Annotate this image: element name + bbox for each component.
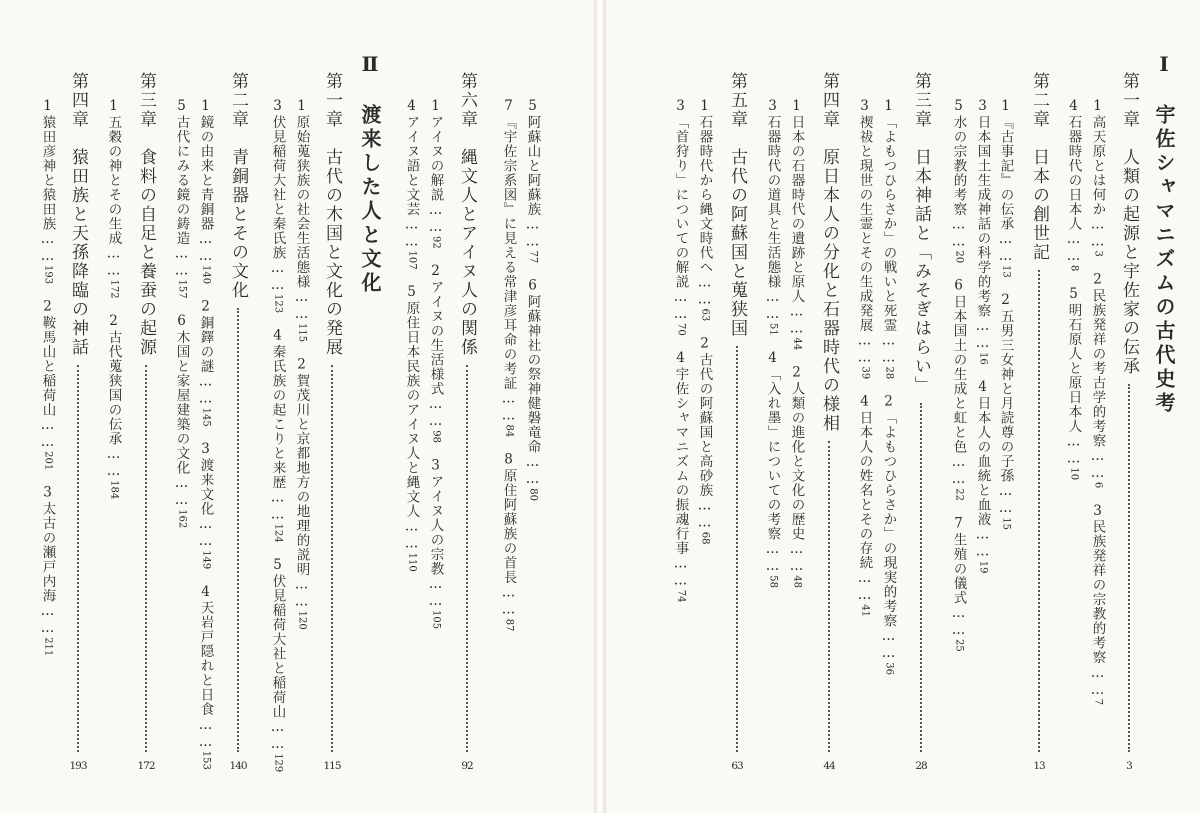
entry-title: 1『古事記』の伝承…… bbox=[997, 98, 1014, 265]
chapter-page-number: 63 bbox=[731, 760, 743, 772]
chapter-page-number: 193 bbox=[69, 760, 87, 772]
toc-entry-line bbox=[294, 98, 308, 630]
chapter-page-number: 28 bbox=[915, 760, 927, 772]
entry-title: 3「首狩り」についての解説…… bbox=[672, 98, 689, 323]
chapter-heading: 第二章 日本の創世記 bbox=[1029, 72, 1049, 262]
entry-page-number: 41 bbox=[859, 604, 871, 617]
entry-title: 1石器時代から縄文時代へ…… bbox=[696, 98, 713, 309]
entry-page-number: 211 bbox=[42, 637, 54, 657]
entry-title: 5伏見稲荷大社と稲荷山…… bbox=[269, 542, 286, 754]
chapter-page-number: 140 bbox=[229, 760, 247, 772]
entry-title: 2五男三女神と月読尊の子孫…… bbox=[997, 277, 1014, 518]
entry-page-number: 92 bbox=[430, 236, 442, 249]
chapter-heading: 第三章 食料の自足と養蚕の起源 bbox=[136, 72, 156, 357]
entry-page-number: 77 bbox=[527, 250, 539, 264]
entry-title: 7『宇佐宗系図』に見える常津彦耳命の考証…… bbox=[500, 98, 517, 425]
entry-page-number: 16 bbox=[977, 352, 989, 365]
book-gutter bbox=[594, 0, 606, 813]
entry-page-number: 80 bbox=[527, 488, 539, 501]
chapter-page-number: 44 bbox=[823, 760, 835, 772]
entry-title: 2古代の阿蘇国と高砂族…… bbox=[696, 321, 713, 532]
entry-page-number: 74 bbox=[675, 589, 687, 603]
entry-page-number: 87 bbox=[503, 618, 515, 632]
chapter-heading: 第一章 古代の木国と文化の発展 bbox=[322, 72, 342, 357]
toc-entry-line bbox=[106, 98, 120, 499]
entry-title: 5水の宗教的考察…… bbox=[950, 98, 967, 251]
entry-title: 1原始蒐狭族の社会生活態様…… bbox=[293, 98, 310, 323]
entry-title: 3石器時代の道具と生活態様…… bbox=[764, 98, 781, 323]
entry-title: 3禊祓と現世の生霊とその生成発展…… bbox=[856, 98, 873, 367]
entry-title: 3アイヌ人の宗教…… bbox=[427, 442, 444, 610]
entry-title: 4日本人の姓名とその存続…… bbox=[856, 379, 873, 605]
entry-title: 2人類の進化と文化の歴史…… bbox=[788, 350, 805, 576]
entry-page-number: 193 bbox=[42, 265, 54, 285]
dot-leader bbox=[331, 365, 333, 752]
entry-page-number: 110 bbox=[406, 552, 418, 572]
chapter-heading: 第二章 青銅器とその文化 bbox=[228, 72, 248, 300]
entry-title: 1日本の石器時代の遺跡と原人…… bbox=[788, 98, 805, 338]
chapter-heading: 第六章 縄文人とアイヌ人の関係 bbox=[457, 72, 477, 357]
chapter-heading: 第四章 猿田族と天孫降臨の神話 bbox=[68, 72, 88, 357]
entry-page-number: 145 bbox=[200, 407, 212, 427]
chapter-page-number: 172 bbox=[137, 760, 155, 772]
chapter-heading: 第五章 古代の阿蘇国と蒐狭国 bbox=[727, 72, 747, 338]
entry-title: 1高天原とは何か…… bbox=[1089, 98, 1106, 251]
entry-title: 2鞍馬山と稲荷山…… bbox=[39, 284, 56, 452]
dot-leader bbox=[145, 365, 147, 752]
entry-page-number: 84 bbox=[503, 424, 515, 438]
entry-page-number: 107 bbox=[406, 250, 418, 270]
entry-page-number: 129 bbox=[272, 753, 284, 773]
dot-leader bbox=[1038, 270, 1040, 752]
dot-leader bbox=[828, 441, 830, 752]
toc-entry-line bbox=[951, 98, 965, 652]
entry-title: 3民族発祥の宗教的考察…… bbox=[1089, 488, 1106, 699]
entry-page-number: 124 bbox=[272, 523, 284, 543]
entry-page-number: 25 bbox=[953, 638, 965, 652]
entry-title: 6日本国土の生成と虹と色…… bbox=[950, 263, 967, 489]
chapter-page-number: 92 bbox=[461, 760, 473, 772]
toc-entry-line bbox=[428, 98, 442, 629]
entry-page-number: 48 bbox=[791, 575, 803, 588]
entry-title: 4日本人の血統と血液…… bbox=[974, 364, 991, 561]
toc-entry-line bbox=[697, 98, 711, 544]
entry-page-number: 120 bbox=[296, 610, 308, 630]
entry-page-number: 184 bbox=[108, 480, 120, 500]
entry-title: 1アイヌの解説…… bbox=[427, 98, 444, 236]
entry-title: 6阿蘇神社の祭神健磐竜命…… bbox=[524, 263, 541, 489]
entry-page-number: 22 bbox=[953, 488, 965, 501]
toc-entry-line bbox=[673, 98, 687, 602]
entry-page-number: 19 bbox=[977, 560, 989, 574]
entry-page-number: 10 bbox=[1068, 467, 1080, 481]
entry-page-number: 63 bbox=[699, 308, 711, 322]
part-heading: Ⅰ 宇佐シャマニズムの古代史考 bbox=[1152, 52, 1176, 416]
toc-entry-line bbox=[975, 98, 989, 573]
entry-page-number: 153 bbox=[200, 750, 212, 770]
entry-page-number: 172 bbox=[108, 279, 120, 299]
dot-leader bbox=[237, 308, 239, 752]
toc-entry-line bbox=[270, 98, 284, 772]
chapter-page-number: 3 bbox=[1126, 760, 1132, 772]
entry-title: 3太古の瀬戸内海…… bbox=[39, 470, 56, 638]
entry-title: 1五穀の神とその生成…… bbox=[105, 98, 122, 280]
entry-title: 3伏見稲荷大社と秦氏族…… bbox=[269, 98, 286, 294]
dot-leader bbox=[1128, 384, 1130, 752]
toc-entry-line bbox=[1066, 98, 1080, 480]
entry-title: 2古代蒐狭国の伝承…… bbox=[105, 298, 122, 481]
entry-page-number: 3 bbox=[1092, 250, 1104, 257]
entry-title: 2賀茂川と京都地方の地理的説明…… bbox=[293, 342, 310, 611]
toc-entry-line bbox=[525, 98, 539, 501]
entry-page-number: 8 bbox=[1068, 265, 1080, 272]
chapter-page-number: 115 bbox=[323, 760, 341, 772]
entry-title: 4「入れ墨」についての考察…… bbox=[764, 335, 781, 576]
entry-title: 2「よもつひらさか」の現実的考察…… bbox=[880, 379, 897, 663]
dot-leader bbox=[466, 365, 468, 752]
toc-entry-line bbox=[789, 98, 803, 588]
entry-page-number: 149 bbox=[200, 550, 212, 570]
entry-page-number: 44 bbox=[791, 337, 803, 351]
toc-entry-line bbox=[40, 98, 54, 656]
toc-entry-line bbox=[1090, 98, 1104, 705]
toc-entry-line bbox=[998, 98, 1012, 530]
toc-entry-line bbox=[765, 98, 779, 588]
entry-title: 2アイヌの生活様式…… bbox=[427, 248, 444, 431]
entry-title: 4秦氏族の起こりと来歴…… bbox=[269, 313, 286, 524]
entry-title: 7生殖の儀式…… bbox=[950, 500, 967, 639]
entry-title: 4天岩戸隠れと日食…… bbox=[197, 569, 214, 751]
entry-page-number: 7 bbox=[1092, 698, 1104, 706]
entry-title: 5原住日本民族のアイヌ人と縄文人…… bbox=[403, 269, 420, 553]
entry-title: 5明石原人と原日本人…… bbox=[1065, 271, 1082, 468]
entry-page-number: 6 bbox=[1092, 481, 1104, 489]
entry-page-number: 162 bbox=[176, 509, 188, 529]
dot-leader bbox=[736, 346, 738, 752]
entry-title: 3日本国土生成神話の科学的考察…… bbox=[974, 98, 991, 352]
entry-page-number: 201 bbox=[42, 451, 54, 471]
entry-title: 8原住阿蘇族の首長…… bbox=[500, 437, 517, 619]
entry-title: 6木国と家屋建築の文化…… bbox=[173, 298, 190, 510]
entry-page-number: 15 bbox=[1000, 517, 1012, 530]
toc-entry-line bbox=[404, 98, 418, 572]
entry-page-number: 58 bbox=[767, 575, 779, 588]
chapter-page-number: 13 bbox=[1033, 760, 1045, 772]
right-page bbox=[606, 0, 1200, 813]
entry-title: 3渡来文化…… bbox=[197, 426, 214, 551]
toc-entry-line bbox=[501, 98, 515, 631]
entry-page-number: 13 bbox=[1000, 265, 1012, 278]
entry-title: 4アイヌ語と文芸…… bbox=[403, 98, 420, 251]
entry-page-number: 105 bbox=[430, 609, 442, 630]
entry-page-number: 20 bbox=[953, 250, 965, 264]
entry-title: 1「よもつひらさか」の戦いと死霊…… bbox=[880, 98, 897, 367]
toc-entry-line bbox=[198, 98, 212, 770]
entry-title: 4宇佐シャマニズムの振魂行事…… bbox=[672, 335, 689, 590]
entry-title: 5阿蘇山と阿蘇族…… bbox=[524, 98, 541, 251]
entry-title: 1猿田彦神と猿田族…… bbox=[39, 98, 56, 265]
entry-title: 2民族発祥の考古学的考察…… bbox=[1089, 256, 1106, 482]
entry-page-number: 123 bbox=[272, 294, 284, 314]
entry-page-number: 39 bbox=[859, 366, 871, 380]
entry-page-number: 68 bbox=[699, 531, 711, 545]
entry-page-number: 36 bbox=[883, 662, 895, 675]
entry-page-number: 140 bbox=[200, 265, 212, 285]
entry-title: 2銅鐸の謎…… bbox=[197, 284, 214, 408]
dot-leader bbox=[920, 403, 922, 752]
entry-page-number: 115 bbox=[296, 323, 308, 343]
part-heading: Ⅱ 渡来した人と文化 bbox=[358, 52, 382, 296]
toc-entry-line bbox=[857, 98, 871, 617]
entry-page-number: 28 bbox=[883, 366, 895, 380]
chapter-heading: 第四章 原日本人の分化と石器時代の様相 bbox=[819, 72, 839, 433]
entry-page-number: 70 bbox=[675, 323, 687, 336]
chapter-heading: 第三章 日本神話と「みそぎはらい」 bbox=[911, 72, 931, 395]
entry-page-number: 157 bbox=[176, 279, 188, 299]
entry-page-number: 51 bbox=[767, 323, 779, 336]
toc-entry-line bbox=[881, 98, 895, 675]
entry-title: 1鏡の由来と青銅器…… bbox=[197, 98, 214, 265]
toc-entry-line bbox=[174, 98, 188, 528]
entry-title: 5古代にみる鏡の鋳造…… bbox=[173, 98, 190, 280]
dot-leader bbox=[77, 365, 79, 752]
chapter-heading: 第一章 人類の起源と宇佐家の伝承 bbox=[1119, 72, 1139, 376]
entry-title: 4石器時代の日本人…… bbox=[1065, 98, 1082, 265]
entry-page-number: 98 bbox=[430, 430, 442, 443]
